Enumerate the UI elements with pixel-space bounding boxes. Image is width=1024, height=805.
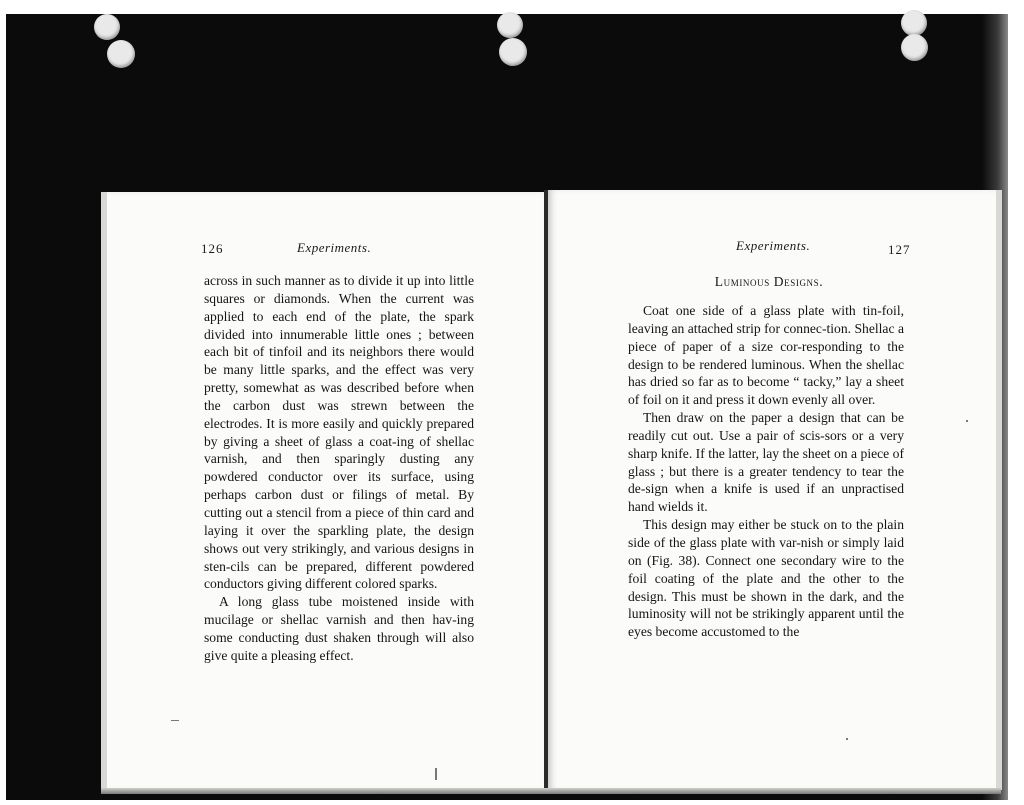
page-number: 126 (201, 241, 224, 256)
scan-speck (966, 420, 968, 422)
left-page (101, 192, 553, 790)
paragraph: A long glass tube moistened inside with mucilage or shellac varnish and then hav-ing some conducting dust shaken through will also give quite a pleasing effect. (204, 594, 474, 663)
section-title: Luminous Designs. (714, 274, 824, 289)
scan-speck (435, 768, 437, 780)
right-page (548, 190, 1002, 790)
binder-hole (901, 10, 927, 36)
paragraph: Coat one side of a glass plate with tin-foil, leaving an attached strip for connec-tion. Shellac a piece of paper of a size cor-responding to the design to be rendered luminous. When the shellac has dried so far as to become “ tacky,” lay a sheet of foil on it and press it down evenly all over. (628, 303, 904, 408)
paragraph: Then draw on the paper a design that can be readily cut out. Use a pair of scis-sors or a very sharp knife. If the latter, lay the sheet on a piece of glass ; but there is a greater tendency to tear the de-sign when a knife is used if an unpractised hand wields it. (628, 410, 904, 515)
scan-speck (846, 738, 848, 740)
running-head: Experiments. (736, 238, 811, 253)
book-gutter (544, 190, 548, 790)
binder-hole (499, 38, 527, 66)
binder-hole (901, 34, 928, 61)
scan-speck (171, 720, 179, 721)
running-head: Experiments. (297, 240, 372, 255)
binder-hole (107, 40, 135, 68)
page-body (204, 272, 474, 665)
book-bottom-edge (101, 788, 1001, 794)
page-body (628, 302, 904, 641)
page-number: 127 (888, 242, 911, 257)
binder-hole (497, 12, 523, 38)
paragraph: across in such manner as to divide it up into little squares or diamonds. When the current was applied to each end of the plate, the spark divided into innumerable little ones ; between each bit of tinfoil and its neighbors there would be many little sparks, and the effect was very pretty, somewhat as was described before when the carbon dust was strewn between the electrodes. It is more easily and quickly prepared by giving a sheet of glass a coat-ing of shellac varnish, and then sparingly dusting any powdered conductor over its surface, using perhaps carbon dust or filings of metal. By cutting out a stencil from a piece of thin card and laying it over the sparkling plate, the design shows out very strikingly, and various designs in sten-cils can be prepared, different powdered conductors giving different colored sparks. (204, 273, 474, 592)
binder-hole (94, 14, 120, 40)
paragraph: This design may either be stuck on to the plain side of the glass plate with var-nish or simply laid on (Fig. 38). Connect one secondary wire to the foil coating of the plate and the other to the design. This must be shown in the dark, and the luminosity will not be strikingly apparent until the eyes become accustomed to the (628, 517, 904, 640)
